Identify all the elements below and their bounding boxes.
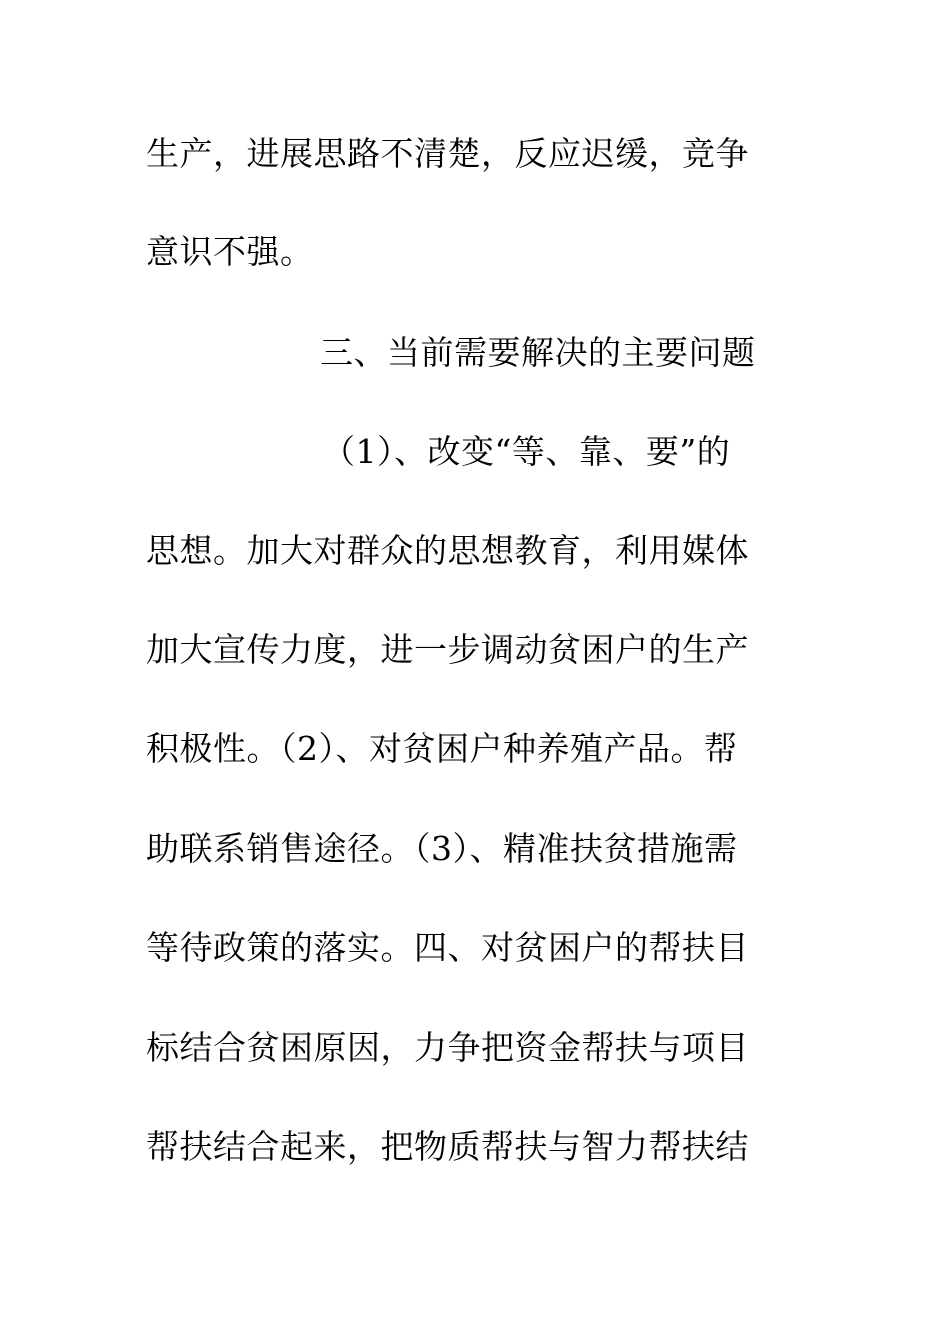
text-line-8: 助联系销售途径。（3）、精准扶贫措施需: [146, 829, 738, 868]
text-line-5: 思想。加大对群众的思想教育，利用媒体: [146, 531, 749, 570]
text-line-2: 意识不强。: [146, 232, 314, 271]
text-line-10: 标结合贫困原因，力争把资金帮扶与项目: [146, 1028, 749, 1067]
text-line-1: 生产，进展思路不清楚，反应迟缓，竞争: [146, 134, 749, 173]
text-line-4: （1）、改变“等、靠、要”的: [322, 432, 731, 471]
section-heading: 三、当前需要解决的主要问题: [320, 333, 756, 372]
text-line-6: 加大宣传力度，进一步调动贫困户的生产: [146, 630, 749, 669]
text-line-9: 等待政策的落实。四、对贫困户的帮扶目: [146, 928, 749, 967]
text-line-11: 帮扶结合起来，把物质帮扶与智力帮扶结: [146, 1127, 749, 1166]
text-line-7: 积极性。（2）、对贫困户种养殖产品。帮: [146, 729, 738, 768]
